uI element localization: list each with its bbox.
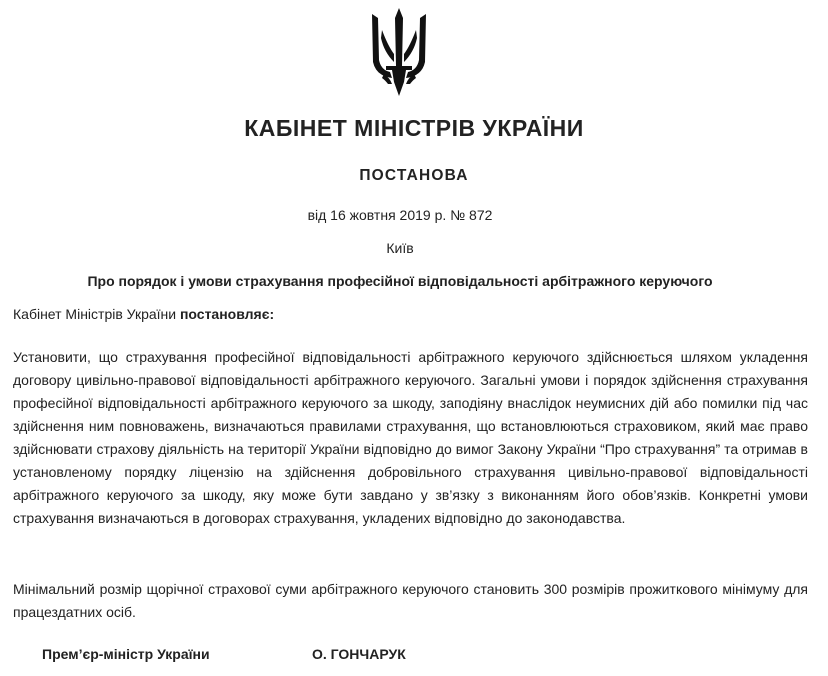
body-paragraph-1: Установити, що страхування професійної відповідальності арбітражного керуючого здійснюється шляхом укладення договору цивільно-правової відповідальності арбітражного керуючого. Загальні умови і порядок здійснення страхування професійної відповідальності арбітражного керуючого за шкоду, заподіяну внаслідок неумисних дій або помилки під час здійснення ним повноважень, визначаються правилами страхування, що встановлюються страховиком, який має право здійснювати страхову діяльність на території України відповідно до вимог Закону України “Про страхування” та отримав в установленому порядку ліцензію на здійснення добровільного страхування цивільно-правової відповідальності арбітражного керуючого за шкоду, яку може бути завдано у зв’язку з виконанням його обов’язків. Конкретні умови страхування визначаються в договорах страхування, укладених відповідно до законодавства. xyxy=(13,349,808,526)
issuer-title: КАБІНЕТ МІНІСТРІВ УКРАЇНИ xyxy=(244,115,584,141)
document-heading: Про порядок і умови страхування професійної відповідальності арбітражного керуючого xyxy=(87,273,713,289)
trident-emblem-icon xyxy=(370,8,428,96)
document-date: від 16 жовтня 2019 р. № 872 xyxy=(307,207,493,223)
body-paragraph-2: Мінімальний розмір щорічної страхової суми арбітражного керуючого становить 300 розмірів прожиткового мінімуму для працездатних осіб. xyxy=(13,581,808,620)
preamble xyxy=(13,306,274,322)
preamble-text: Кабінет Міністрів України xyxy=(13,306,180,322)
document-type: ПОСТАНОВА xyxy=(359,167,469,184)
preamble-decree-word: постановляє: xyxy=(179,306,275,322)
document-city: Київ xyxy=(386,240,414,256)
signature-name: О. ГОНЧАРУК xyxy=(312,646,406,662)
signature-title: Прем’єр-міністр України xyxy=(42,646,210,662)
